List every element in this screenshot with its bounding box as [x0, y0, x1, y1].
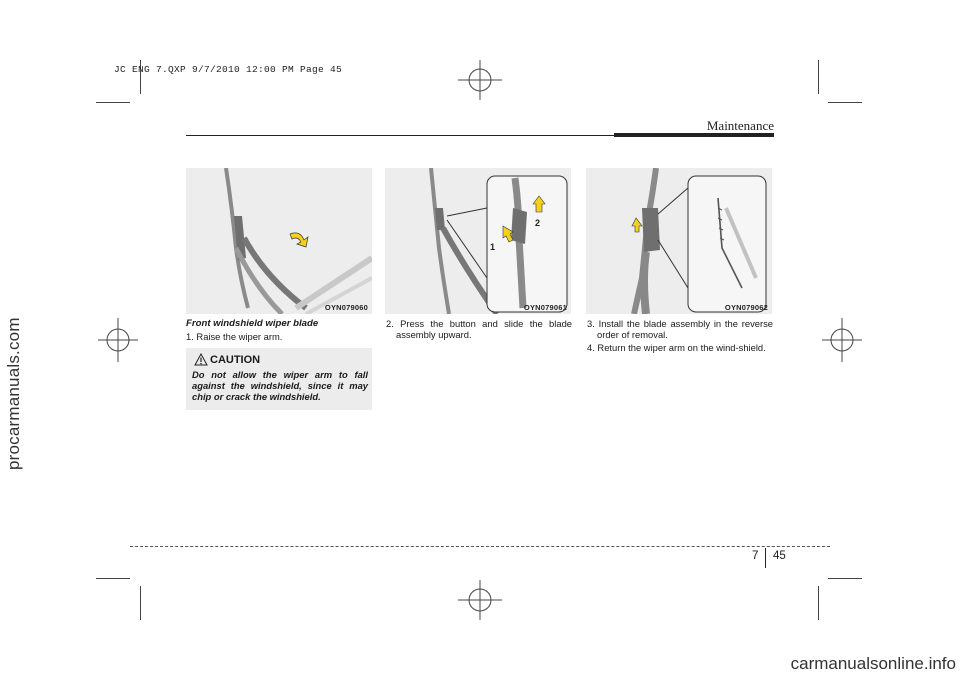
step-4: 4. Return the wiper arm on the wind-shield.	[587, 342, 766, 353]
caution-title: CAUTION	[210, 354, 261, 366]
section-title: Front windshield wiper blade	[186, 318, 319, 329]
figure-code: OYN079060	[324, 303, 368, 312]
caution-box	[186, 348, 372, 410]
step-3: 3. Install the blade assembly in the reverse order of removal.	[587, 318, 773, 340]
figure-raise-wiper-arm	[186, 168, 372, 314]
page-number: 45	[773, 550, 786, 562]
figure-code: OYN079061	[523, 303, 567, 312]
column-1	[186, 318, 372, 344]
raise-arrow-icon	[290, 233, 308, 247]
watermark-bottom: carmanualsonline.info	[790, 654, 956, 673]
wiper-install-illustration	[586, 168, 772, 314]
page-number-separator	[765, 548, 766, 568]
footer-rule	[130, 546, 830, 547]
column-3	[587, 318, 773, 355]
figure-press-button	[385, 168, 571, 314]
step-1: 1. Raise the wiper arm.	[186, 331, 283, 342]
print-slug: JC ENG 7.QXP 9/7/2010 12:00 PM Page 45	[114, 64, 343, 75]
step-2: 2. Press the button and slide the blade assembly upward.	[386, 318, 572, 340]
install-arrow-icon	[632, 218, 642, 232]
header-bar	[614, 133, 774, 137]
figure-install-blade	[586, 168, 772, 314]
callout-1: 1	[490, 242, 496, 252]
wiper-button-illustration	[385, 168, 571, 314]
page-header-title: Maintenance	[706, 118, 774, 133]
column-2	[386, 318, 572, 342]
warning-triangle-icon	[194, 353, 208, 366]
wiper-arm-illustration	[186, 168, 372, 314]
chapter-number: 7	[752, 550, 759, 562]
caution-text: Do not allow the wiper arm to fall against the windshield, since it may chip or crack the windshield.	[192, 369, 368, 402]
watermark-left: procarmanuals.com	[4, 317, 23, 470]
figure-code: OYN079062	[724, 303, 768, 312]
callout-2: 2	[535, 218, 541, 228]
